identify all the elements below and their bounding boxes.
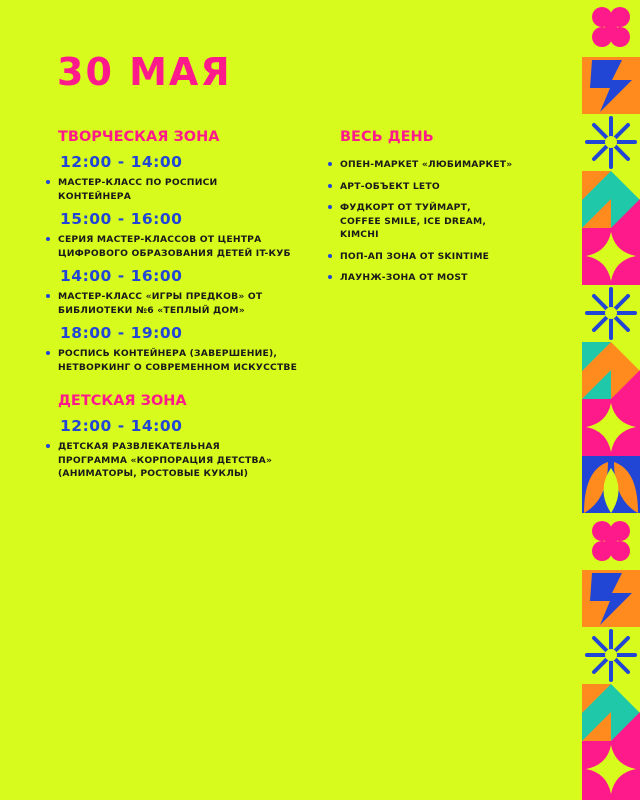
list-item: ПОП-АП ЗОНА ОТ SKINTIME xyxy=(340,250,540,264)
list-item: РОСПИСЬ КОНТЕЙНЕРА (ЗАВЕРШЕНИЕ), НЕТВОРКИНГ О СОВРЕМЕННОМ ИСКУССТВЕ xyxy=(58,347,328,374)
time-slot: 14:00 - 16:00 xyxy=(60,267,183,285)
list-item: АРТ-ОБЪЕКТ LETO xyxy=(340,180,540,194)
decorative-stripe xyxy=(582,0,640,800)
bullet-icon xyxy=(46,294,50,298)
zone-title-creative: ТВОРЧЕСКАЯ ЗОНА xyxy=(58,129,220,145)
bullet-icon xyxy=(328,275,332,279)
lightning-icon xyxy=(582,570,640,627)
triangles-icon xyxy=(582,342,640,399)
lightning-icon xyxy=(582,57,640,114)
right-column xyxy=(340,128,540,293)
list-item: ДЕТСКАЯ РАЗВЛЕКАТЕЛЬНАЯ ПРОГРАММА «КОРПОРАЦИЯ ДЕТСТВА» (АНИМАТОРЫ, РОСТОВЫЕ КУКЛЫ) xyxy=(58,440,328,481)
time-slot: 12:00 - 14:00 xyxy=(60,417,183,435)
list-item: СЕРИЯ МАСТЕР-КЛАССОВ ОТ ЦЕНТРА ЦИФРОВОГО ОБРАЗОВАНИЯ ДЕТЕЙ IT-КУБ xyxy=(58,233,328,260)
list-item: МАСТЕР-КЛАСС ПО РОСПИСИ КОНТЕЙНЕРА xyxy=(58,176,328,203)
flower-icon xyxy=(582,0,640,57)
bullet-icon xyxy=(328,254,332,258)
starburst-icon xyxy=(582,285,640,342)
list-item: ФУДКОРТ ОТ ТУЙМАРТ, COFFEE SMILE, ICE DREAM, KIMCHI xyxy=(340,201,540,242)
time-slot: 15:00 - 16:00 xyxy=(60,210,183,228)
bullet-icon xyxy=(328,205,332,209)
diamond-icon xyxy=(582,741,640,800)
list-item: МАСТЕР-КЛАСС «ИГРЫ ПРЕДКОВ» ОТ БИБЛИОТЕКИ №6 «ТЕПЛЫЙ ДОМ» xyxy=(58,290,328,317)
zone-title-kids: ДЕТСКАЯ ЗОНА xyxy=(58,393,187,409)
flower-icon xyxy=(582,513,640,570)
bullet-icon xyxy=(46,237,50,241)
diamond-icon xyxy=(582,399,640,456)
bullet-icon xyxy=(46,180,50,184)
time-slot: 12:00 - 14:00 xyxy=(60,153,183,171)
left-column xyxy=(58,128,328,487)
bullet-icon xyxy=(46,444,50,448)
list-item: ОПЕН-МАРКЕТ «ЛЮБИМАРКЕТ» xyxy=(340,158,540,172)
bullet-icon xyxy=(328,184,332,188)
triangles-icon xyxy=(582,171,640,228)
starburst-icon xyxy=(582,114,640,171)
bullet-icon xyxy=(46,351,50,355)
page-title: 30 МАЯ xyxy=(57,50,232,94)
time-slot: 18:00 - 19:00 xyxy=(60,324,183,342)
bullet-icon xyxy=(328,162,332,166)
leaves-icon xyxy=(582,456,640,513)
diamond-icon xyxy=(582,228,640,285)
triangles-icon xyxy=(582,684,640,741)
list-item: ЛАУНЖ-ЗОНА ОТ MOST xyxy=(340,271,540,285)
starburst-icon xyxy=(582,627,640,684)
zone-title-all-day: ВЕСЬ ДЕНЬ xyxy=(340,129,434,145)
